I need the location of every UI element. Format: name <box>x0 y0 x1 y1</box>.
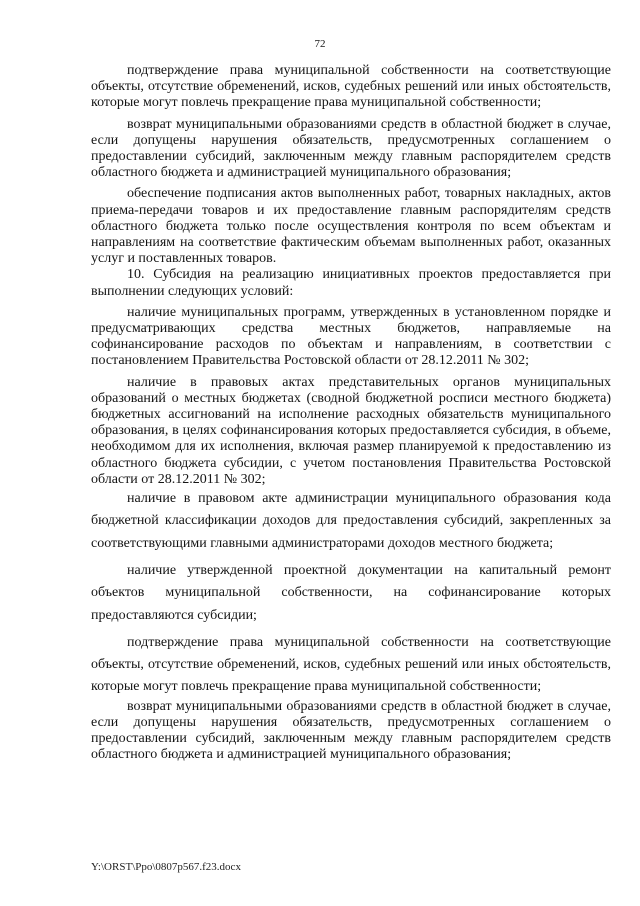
paragraph-funds-return-repeat: возврат муниципальными образованиями средств в областной бюджет в случае, если допущены нарушения обязательств, предусмотренных соглашением о предоставлении субсидий, заключенным между главным распорядителем средств областного бюджета и администрацией муниципального образования; <box>91 698 611 763</box>
paragraph-budget-allocations: наличие в правовых актах представительных органов муниципальных образований о местных бюджетах (сводной бюджетной росписи местного бюджета) бюджетных ассигнований на исполнение расходных обязательств муниципального образования, в целях софинансирования которых предоставляется субсидия, в объеме, необходимом для их исполнения, включая размер планируемой к предоставлению из областного бюджета субсидии, с учетом постановления Правительства Ростовской области от 28.12.2011 № 302; <box>91 374 611 487</box>
paragraph-municipal-programs: наличие муниципальных программ, утвержденных в установленном порядке и предусматривающих средства местных бюджетов, направляемые на софинансирование расходов по объектам и направлениям, в соответствии с постановлением Правительства Ростовской области от 28.12.2011 № 302; <box>91 304 611 369</box>
paragraph-ownership-confirmation: подтверждение права муниципальной собственности на соответствующие объекты, отсутствие обременений, исков, судебных решений или иных обстоятельств, которые могут повлечь прекращение права муниципальной собственности; <box>91 63 611 111</box>
document-body <box>91 63 611 764</box>
page-number: 72 <box>314 38 326 50</box>
paragraph-acts-signing: обеспечение подписания актов выполненных работ, товарных накладных, актов приема-передачи товаров и их предоставление главным распорядителям средств областного бюджета только после осуществления контроля по всем объектам и направлениям на соответствие фактическим объемам выполненных работ, оказанных услуг и поставленных товаров. <box>91 186 611 267</box>
paragraph-funds-return: возврат муниципальными образованиями средств в областной бюджет в случае, если допущены нарушения обязательств, предусмотренных соглашением о предоставлении субсидий, заключенным между главным распорядителем средств областного бюджета и администрацией муниципального образования; <box>91 116 611 181</box>
paragraph-budget-classification-code: наличие в правовом акте администрации муниципального образования кода бюджетной классификации доходов для предоставления субсидий, закрепленных за соответствующими главными администраторами доходов местного бюджета; <box>91 491 611 551</box>
footer-file-path: Y:\ORST\Ppo\0807p567.f23.docx <box>91 861 241 873</box>
paragraph-subsidy-conditions-heading: 10. Субсидия на реализацию инициативных проектов предоставляется при выполнении следующих условий: <box>91 267 611 299</box>
paragraph-ownership-confirmation-repeat: подтверждение права муниципальной собственности на соответствующие объекты, отсутствие обременений, исков, судебных решений или иных обстоятельств, которые могут повлечь прекращение права муниципальной собственности; <box>91 634 611 695</box>
paragraph-project-documentation: наличие утвержденной проектной документации на капитальный ремонт объектов муниципальной собственности, на софинансирование которых предоставляются субсидии; <box>91 562 611 623</box>
